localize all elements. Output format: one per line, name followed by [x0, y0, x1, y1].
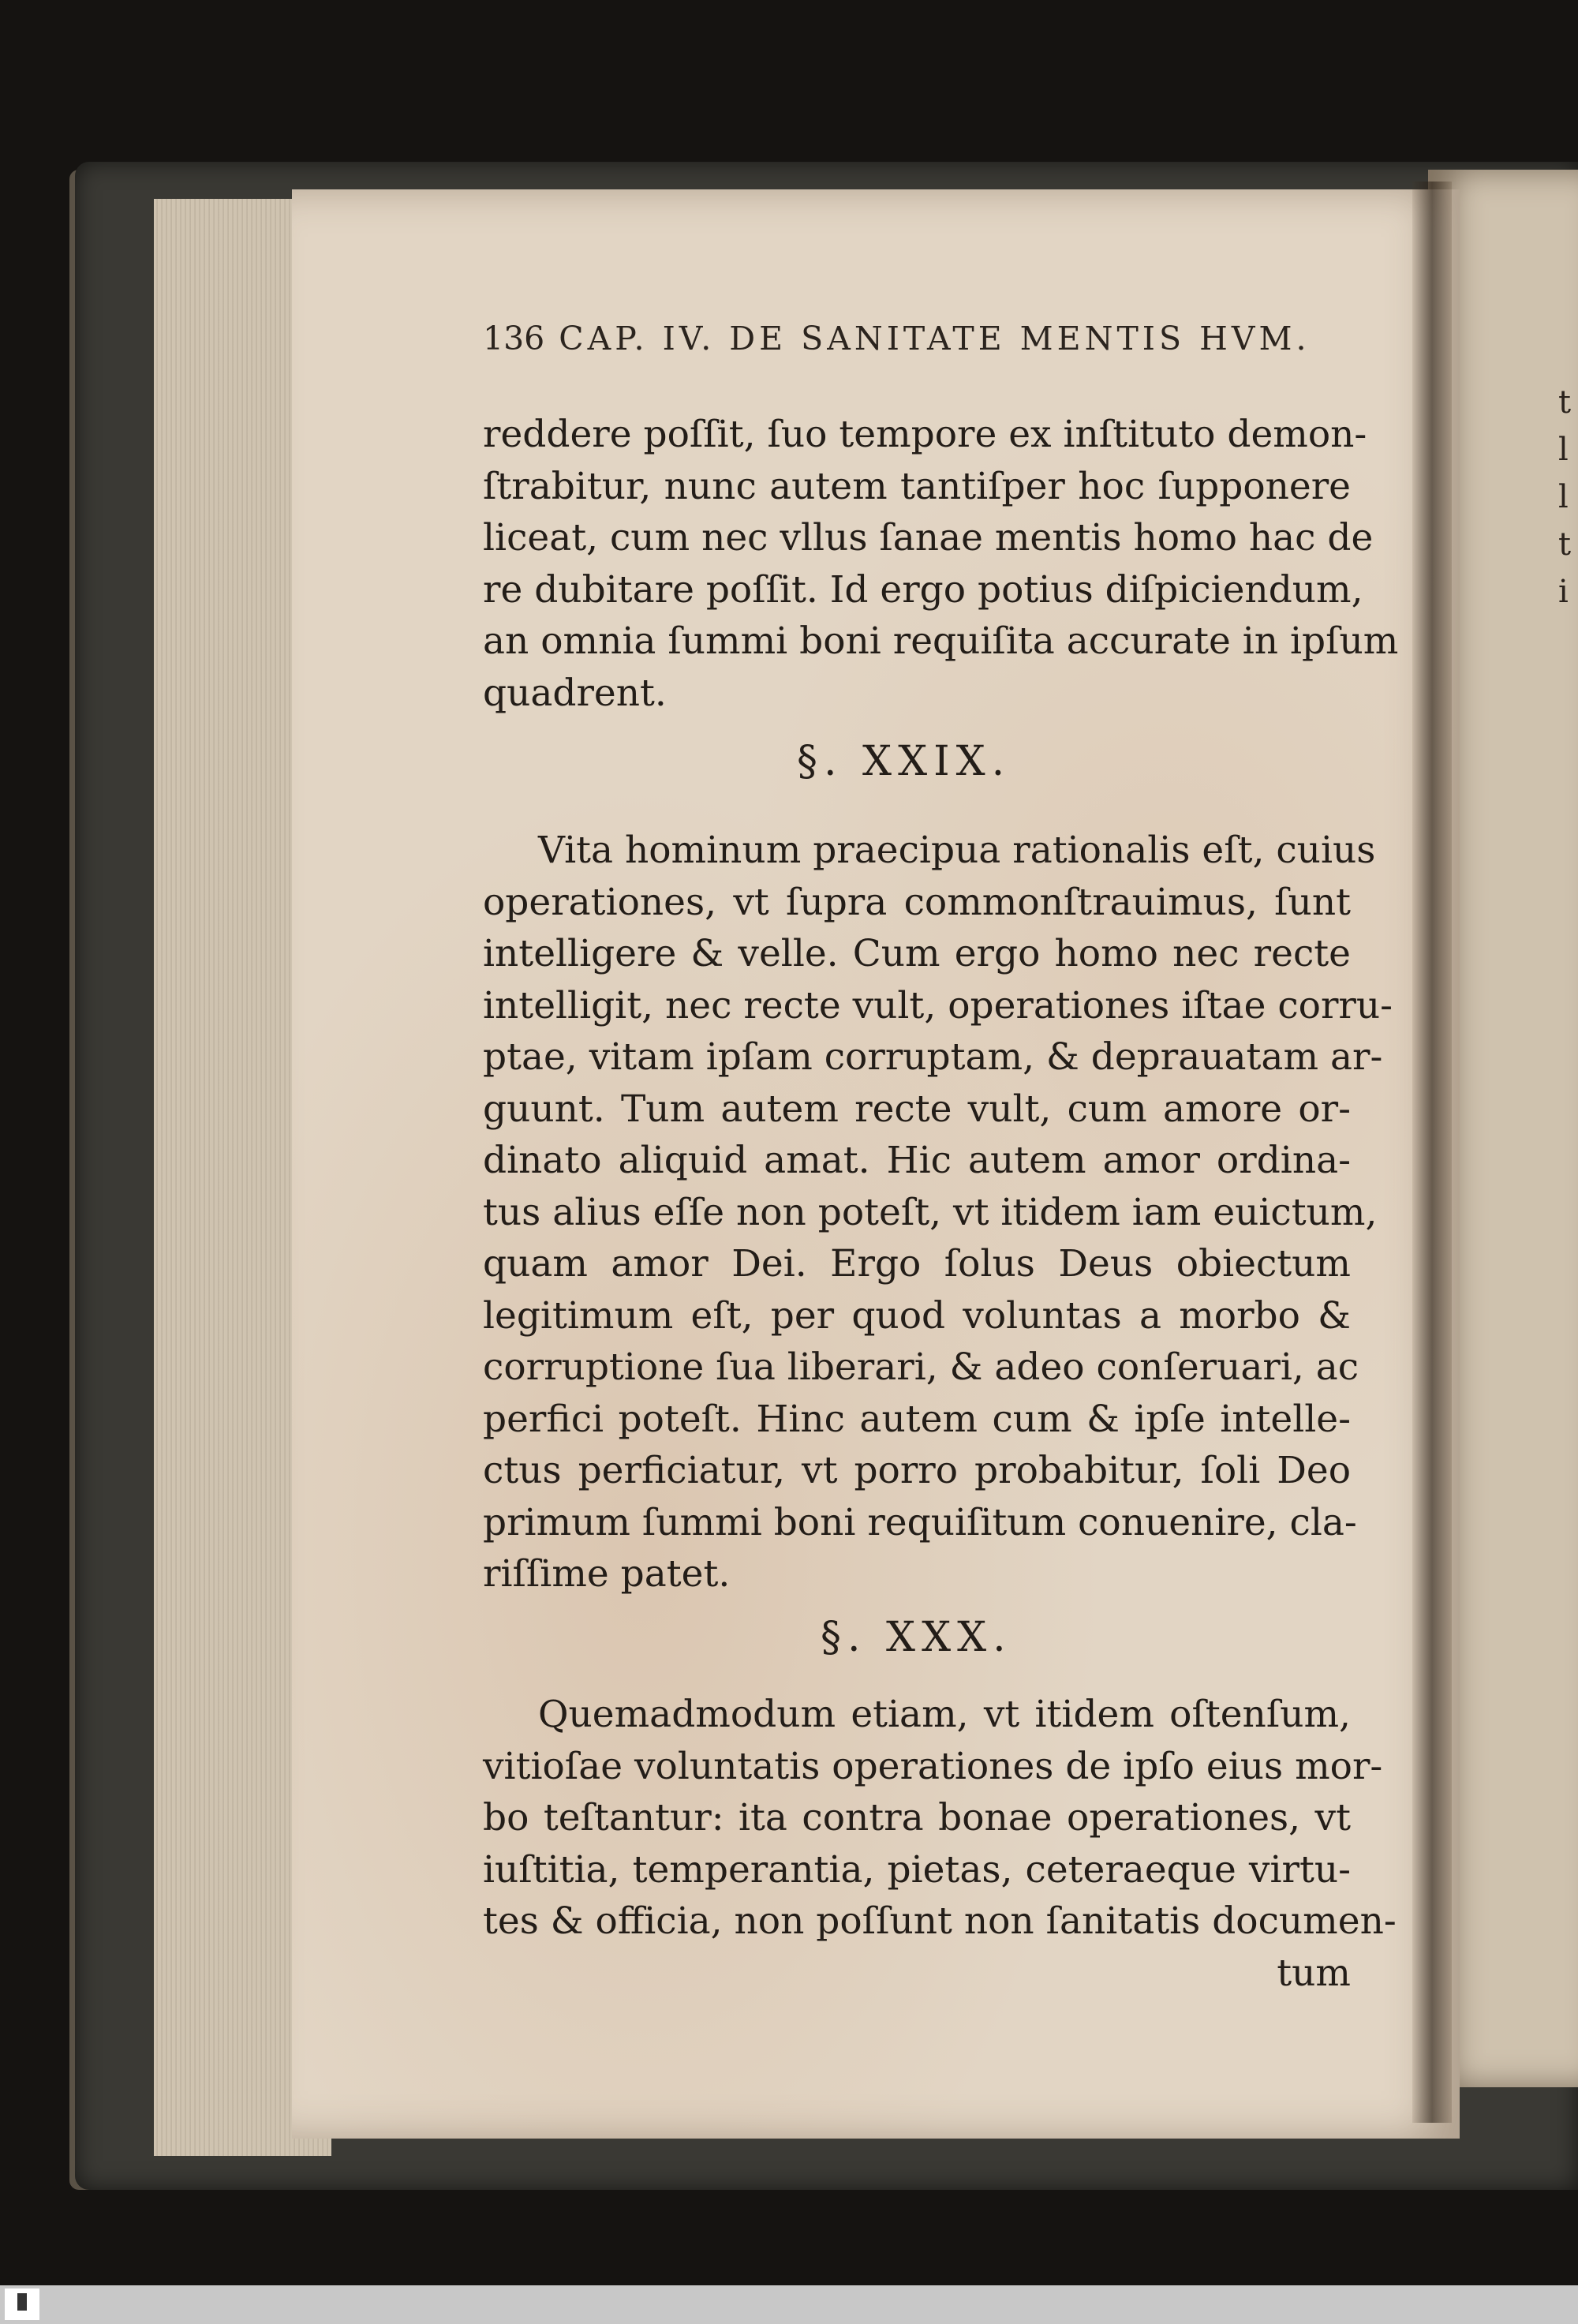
text-line: tes & officia, non poſſunt non ſanitatis documen-: [483, 1899, 1397, 1943]
text-line: operationes, vt ſupra commonſtrauimus, ſunt: [483, 880, 1351, 924]
section-heading-xxix: §. XXIX.: [797, 738, 1011, 785]
text-line: intelligere & velle. Cum ergo homo nec recte: [483, 932, 1351, 975]
viewer-footer-bar: [0, 2285, 1578, 2324]
running-title: CAP. IV. DE SANITATE MENTIS HVM.: [559, 320, 1311, 357]
text-line: ſtrabitur, nunc autem tantiſper hoc ſupponere: [483, 464, 1351, 508]
paragraph-1: [483, 409, 1399, 719]
text-line: riſſime patet.: [483, 1552, 731, 1596]
text-line: intelligit, nec recte vult, operationes iſtae corru-: [483, 983, 1393, 1027]
section-heading-xxx: §. XXX.: [821, 1614, 1012, 1661]
paragraph-2: [483, 825, 1393, 1600]
text-line: quam amor Dei. Ergo ſolus Deus obiectum: [483, 1242, 1351, 1285]
catchword: tum: [1277, 1951, 1351, 1995]
book-gutter: [1412, 182, 1452, 2123]
running-head: [483, 320, 1339, 357]
facing-letter: i: [1558, 574, 1569, 610]
text-line: iuſtitia, temperantia, pietas, ceteraeque virtu-: [483, 1847, 1351, 1892]
text-line: legitimum eſt, per quod voluntas a morbo &: [483, 1293, 1351, 1338]
logo-mark-icon: [17, 2293, 27, 2311]
facing-letter: l: [1558, 479, 1569, 515]
text-line: ctus perficiatur, vt porro probabitur, ſoli Deo: [483, 1449, 1351, 1492]
text-line: an omnia ſummi boni requiſita accurate in ipſum: [483, 619, 1399, 663]
facing-letter: l: [1558, 432, 1569, 468]
facing-letter: t: [1558, 384, 1572, 421]
text-line: liceat, cum nec vllus ſanae mentis homo hac de: [483, 516, 1374, 559]
page-number: 136: [483, 320, 545, 357]
text-line: tus alius eſſe non poteſt, vt itidem iam euictum,: [483, 1190, 1378, 1234]
text-line: Quemadmodum etiam, vt itidem oſtenſum,: [538, 1693, 1351, 1736]
facing-page-letters: [1558, 379, 1578, 616]
text-line: dinato aliquid amat. Hic autem amor ordina-: [483, 1139, 1351, 1182]
library-logo-icon[interactable]: [5, 2288, 39, 2320]
text-line: quadrent.: [483, 671, 667, 715]
text-line: reddere poſſit, ſuo tempore ex inſtituto demon-: [483, 413, 1367, 456]
paragraph-3: [483, 1689, 1397, 1999]
text-line: Vita hominum praecipua rationalis eſt, cuius: [538, 829, 1376, 872]
text-line: corruptione ſua liberari, & adeo conſeruari, ac: [483, 1345, 1359, 1389]
text-line: re dubitare poſſit. Id ergo potius diſpiciendum,: [483, 567, 1363, 612]
text-line: vitioſae voluntatis operationes de ipſo eius mor-: [483, 1744, 1383, 1788]
text-line: guunt. Tum autem recte vult, cum amore or-: [483, 1087, 1351, 1131]
text-line: primum ſummi boni requiſitum conuenire, cla-: [483, 1500, 1357, 1544]
text-line: perfici poteſt. Hinc autem cum & ipſe intelle-: [483, 1397, 1351, 1441]
text-line: ptae, vitam ipſam corruptam, & deprauatam ar-: [483, 1035, 1383, 1079]
facing-letter: t: [1558, 526, 1572, 563]
text-line: bo teſtantur: ita contra bonae operationes, vt: [483, 1796, 1351, 1839]
